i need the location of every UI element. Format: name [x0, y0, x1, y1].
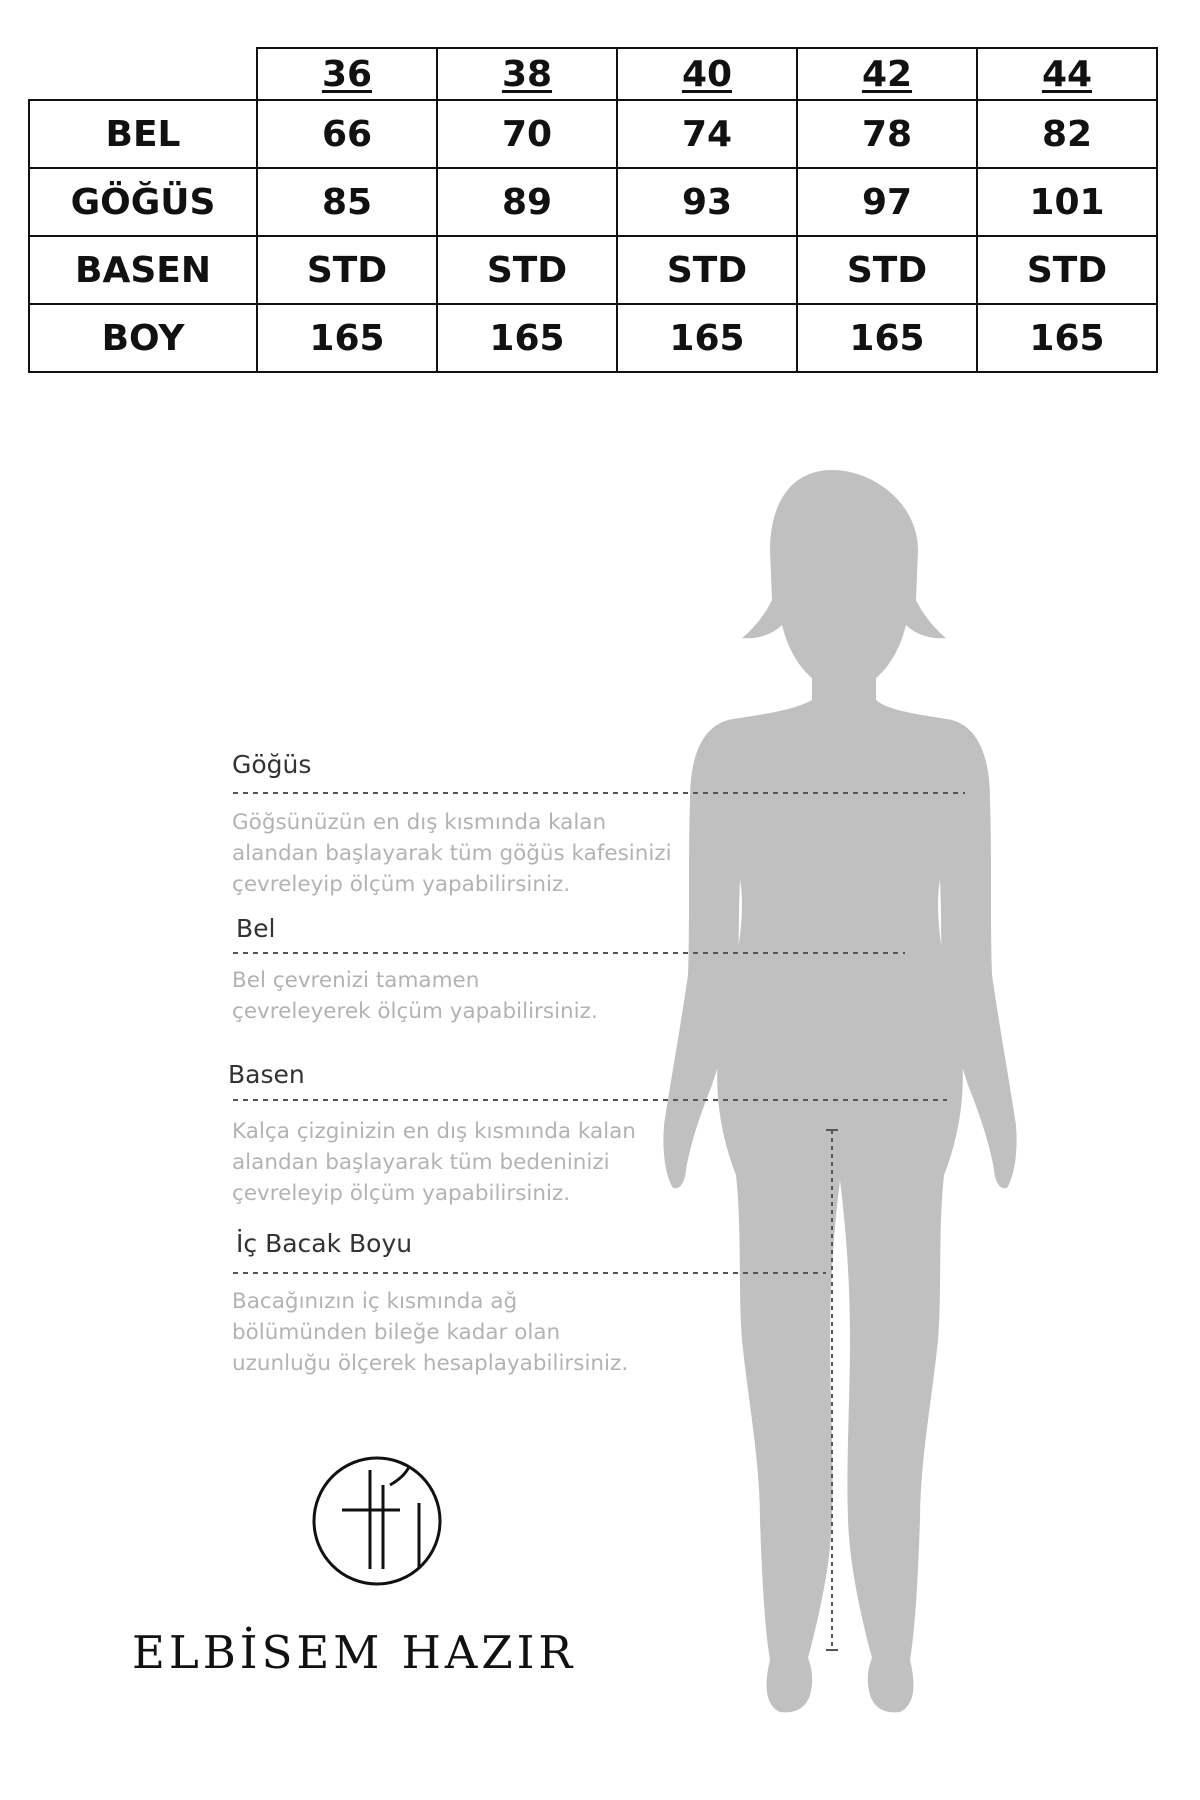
table-cell: 66 — [257, 100, 437, 168]
table-cell: STD — [617, 236, 797, 304]
ic-bacak-title: İç Bacak Boyu — [236, 1229, 413, 1258]
basen-title: Basen — [228, 1060, 305, 1089]
description-line: çevreleyerek ölçüm yapabilirsiniz. — [232, 999, 598, 1024]
body-silhouette — [663, 470, 1016, 1712]
table-cell: STD — [257, 236, 437, 304]
table-cell: 89 — [437, 168, 617, 236]
table-cell: STD — [977, 236, 1157, 304]
table-cell: 70 — [437, 100, 617, 168]
gogus-title: Göğüs — [232, 750, 312, 779]
description-line: çevreleyip ölçüm yapabilirsiniz. — [232, 1181, 571, 1206]
size-label: 40 — [681, 53, 733, 95]
table-cell: 74 — [617, 100, 797, 168]
table-cell: STD — [437, 236, 617, 304]
size-label: 42 — [861, 53, 913, 95]
table-cell: 165 — [617, 304, 797, 372]
gogus-description — [232, 807, 672, 900]
ic-bacak-description — [232, 1286, 628, 1379]
row-label: BOY — [29, 304, 257, 372]
row-label: GÖĞÜS — [29, 168, 257, 236]
table-cell: 82 — [977, 100, 1157, 168]
table-cell: 165 — [257, 304, 437, 372]
description-line: Bacağınızın iç kısmında ağ — [232, 1289, 518, 1314]
description-line: alandan başlayarak tüm göğüs kafesinizi — [232, 841, 672, 866]
silhouette-body — [663, 700, 1016, 1712]
size-label: 38 — [501, 53, 553, 95]
description-line: çevreleyip ölçüm yapabilirsiniz. — [232, 872, 571, 897]
table-cell: 165 — [437, 304, 617, 372]
silhouette-head — [742, 470, 946, 710]
bel-description — [232, 965, 598, 1027]
description-line: Kalça çizginizin en dış kısmında kalan — [232, 1119, 636, 1144]
table-cell: 78 — [797, 100, 977, 168]
table-cell: STD — [797, 236, 977, 304]
row-label: BASEN — [29, 236, 257, 304]
description-line: bölümünden bileğe kadar olan — [232, 1320, 561, 1345]
table-cell: 85 — [257, 168, 437, 236]
description-line: Bel çevrenizi tamamen — [232, 968, 480, 993]
row-label: BEL — [29, 100, 257, 168]
table-cell: 101 — [977, 168, 1157, 236]
bel-title: Bel — [236, 914, 276, 943]
table-cell: 93 — [617, 168, 797, 236]
basen-description — [232, 1116, 636, 1209]
table-cell: 165 — [977, 304, 1157, 372]
description-line: uzunluğu ölçerek hesaplayabilirsiniz. — [232, 1351, 629, 1376]
brand-name: ELBİSEM HAZIR — [132, 1626, 577, 1679]
size-label: 36 — [321, 53, 373, 95]
description-line: Göğsünüzün en dış kısmında kalan — [232, 810, 607, 835]
brand-logo-icon — [305, 1445, 455, 1595]
table-cell: 97 — [797, 168, 977, 236]
table-cell: 165 — [797, 304, 977, 372]
description-line: alandan başlayarak tüm bedeninizi — [232, 1150, 610, 1175]
size-label: 44 — [1041, 53, 1093, 95]
